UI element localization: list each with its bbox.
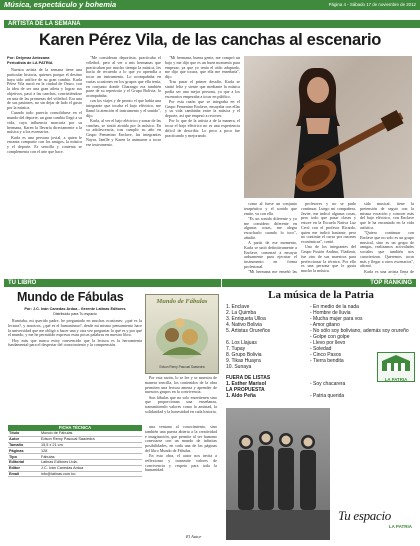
tech-value: info@latinas.com.bo <box>40 471 142 477</box>
ranking-artists <box>226 304 308 370</box>
artist-figure-icon <box>244 56 412 198</box>
book-paragraph: Son fábulas que no solo entretienen sino que proporcionan una enseñanza, transmitiendo valores como la amistad, la solidaridad y la honestidad en cada historia. <box>145 394 217 414</box>
ranking-song: - Hombre de lluvia <box>310 310 351 316</box>
feature-paragraph: Nuestra artista de la semana tiene una particular historia, quienes porque el destino haya sido artífice de su gran cambio. Karla Pérez Vila nació en la ciudad de Oruro, con la idea de ser una gran atleta y lograr sus objetivos, pasó a las canchas, convirtiéndose en una de las promesas del vóleibol. Era una de sus pasiones, no sin dejar de lado el gusto por la música. <box>7 68 82 110</box>
tech-key: Tamaño <box>8 442 40 448</box>
book-col-3 <box>145 425 217 535</box>
ranking-song: - Golpe con golpe <box>310 334 350 340</box>
tech-key: Editor <box>8 465 40 471</box>
feature-col-4 <box>244 202 297 275</box>
tech-sheet-title: FICHA TÉCNICA <box>8 425 142 431</box>
feature-paragraph: Por lo que de la artista a de la manera, el tocar el bajo eléctrico no es una experiencia difícil de describir. Lo poco a poco fue practicando y mejorando. <box>165 118 240 138</box>
feature-paragraph: profesores y no se pudo continuar. Luego mi compañera, Javier, me indicó algunas cosas, pero todo que pasar clases y estuve en la Escuela Nativa Luz Cecú con el profesor Ricardo, quien me indicó bastante, pero no continúe el curso por razones económicas", contó. <box>301 202 356 244</box>
book-cover <box>145 294 219 374</box>
author-signature: El Autor <box>186 534 202 539</box>
band-members-icon <box>226 408 330 540</box>
cover-author: Edson Remy Pascual Saavedra <box>159 365 205 369</box>
ranking-artist: 7. Tupay <box>226 346 246 352</box>
feature-paragraph: Tras pasar el primer desafío, Karla se sintió feliz y siente que mediante la música podía ser una mejor persona, ya que a los escenarios empezaba a tocar en público. <box>165 79 240 99</box>
feature-paragraph: Karla, al ver el bajo eléctrico y sonar de las canchas, se sintió atraída por la música. En su adolescencia, tras cumplir su año en Grupo Femenino Enclave, las integrantes Nayra, Janille y Karen la animaron a tocar ese instrumento. <box>86 117 161 147</box>
feature-paragraph: Karla es una persona jovial, a quien le encanta compartir con los amigos, la música y el deporte. Es sencilla y contenta se complementa con el arte que hace. <box>7 134 82 154</box>
ranking-song: - Mucha mujer para vos <box>310 316 363 322</box>
fable-animals-icon <box>152 309 212 361</box>
book-rights-line: Distribuido para Tu espacio <box>53 312 97 316</box>
band-photo <box>226 408 330 540</box>
feature-paragraph: "Es un sonido diferente y yo me considero diferente en algunas cosas, me alegra escucharlo cuando lo toco", añadió. <box>244 215 297 240</box>
section-title: Música, espectáculo y bohemia <box>4 0 117 9</box>
feature-headline: Karen Pérez Vila, de las canchas al escenario <box>38 31 382 49</box>
outside-artist: 1. Esther Marisol <box>226 381 267 387</box>
artist-photo <box>244 56 412 198</box>
outside-song: - Patria querida <box>310 393 345 399</box>
tech-key: Título <box>8 431 40 436</box>
tech-key: Email <box>8 471 40 477</box>
ranking-artist: 10. Sunaya <box>226 364 252 370</box>
cover-title: Mundo de Fábulas <box>156 298 208 305</box>
tech-value: 128 <box>40 448 142 454</box>
tech-key: Autor <box>8 436 40 442</box>
byline-author: Por: Delymar Antezana <box>7 55 50 60</box>
outside-artists <box>226 381 308 399</box>
book-paragraph: Rumiaba, mi querido padre, he preguntado en muchas ocasiones: ¿qué es la lectura?, y nosotros, ¿qué es el humanismo?, desde mi mismo pensamiento hace la universidad que me obligó a hacer una y otra vez preguntar lo qué es y por qué el mundo, y me he permitido expresar estas pocas palabras en nuestro libro. <box>8 319 142 338</box>
outside-title: FUERA DE LISTAS <box>226 375 271 381</box>
ranking-label: TOP RANKING <box>222 279 416 287</box>
tech-value: 15,5 x 21 cm <box>40 442 142 448</box>
ranking-artist: 2. La Quimba <box>226 310 257 316</box>
ranking-song: - Amor gitano <box>310 322 340 328</box>
feature-paragraph: "Quiero continuar con Enclave que no solo es un grupo musical, sino es un grupo de amigas, realizamos actividades sociales que también nos caracterizan. Queremos tocar más y llegar a otros escenarios", afirmó. <box>360 230 414 269</box>
feature-paragraph: con los viajes y de pronto ví que había una integrante que tocaba el bajo eléctrico, me llamó la atención el instrumento y el sonido", dijo. <box>86 98 161 118</box>
book-paragraph: Hoy más que nunca estoy convencido que la lectura es la herramienta fundamental para el despertar del conocimiento y la comprensión. <box>8 337 142 348</box>
feature-col-5 <box>301 202 356 275</box>
tech-value: J.C. Iván Canedas Ardua <box>40 465 142 471</box>
feature-col-3 <box>165 56 240 275</box>
feature-paragraph: como al fuese un conjunto terapéutico y el sonido que emite, va con ella. <box>244 202 297 216</box>
byline-outlet: Periodista de LA PATRIA <box>7 59 53 65</box>
tu-espacio-brand <box>338 508 418 538</box>
brand-sub: LA PATRIA <box>388 524 412 529</box>
ranking-artist: 5. Artistas Orureños <box>226 328 271 334</box>
feature-col-6 <box>360 202 414 275</box>
feature-byline <box>7 56 82 65</box>
building-icon <box>378 353 414 373</box>
feature-paragraph: Por esta razón que se integraba en el Grupo Femenino Enclave, ensayaba con ellas y su vida cambiaba entre la música y el deporte, así que empezó a recorrer. <box>165 98 240 118</box>
book-col-2 <box>145 376 217 423</box>
feature-paragraph: "Mi hermana, buena gente, me compró un bajo y me dijo que es un buen momento para empezar, ya que yo tenía el oído adaptado, me dijo que tocara, que ella me enseñaría", dijo. <box>165 56 240 79</box>
ranking-artist: 9. Tikas Huayra <box>226 358 261 364</box>
feature-col-2 <box>86 56 161 275</box>
ranking-song: - Llevo por llevo <box>310 340 346 346</box>
feature-col-1 <box>7 68 82 275</box>
ranking-artist: 6. Los Llajuas <box>226 340 257 346</box>
ranking-artist: 3. Enriqueta Ulloa <box>226 316 266 322</box>
ranking-artist: 1. Enclave <box>226 304 250 310</box>
book-paragraph: En esta obra, el autor nos invita a reflexionar y transmite valores de convivencia y respeto para toda la humanidad. <box>145 453 217 473</box>
feature-paragraph: Cuando todo parecía consolidarse en el mundo del deporte, un gran cambio llegó a su vida, cuya influencia marcaría por su hermana, Karen la llevaría directamente a la música y a los escenarios. <box>7 110 82 135</box>
tech-value: Edson Remy Pascual Saavedra <box>40 436 142 442</box>
book-title: Mundo de Fábulas <box>17 290 124 304</box>
ranking-artist: 8. Grupo Bolivia <box>226 352 262 358</box>
tech-key: Páginas <box>8 448 40 454</box>
feature-paragraph: "Me consideran deportista, practicaba el vóleibol, pero al ver a mis hermanas que practicaban por mucho tiempo la música, les hacía de recuerdo a lo que yo aprendía a tocar un instrumento. Lo acompañaba en varias ocasiones en los grupos que ella tenía, en conjunto donde Charango era también parte de su repertorio y el Grupo Bolivia, lo acompañaba. <box>86 56 161 98</box>
outside-song: - Soy chacarera <box>310 381 346 387</box>
tech-row <box>8 471 142 477</box>
tech-value: Fábulas <box>40 454 142 460</box>
ranking-song: - En medio de la nada <box>310 304 359 310</box>
ranking-song: - No sólo soy boliviano, además soy orureño <box>310 328 409 334</box>
book-label: TU LIBRO <box>4 279 221 287</box>
ranking-song: - Tierra bendita <box>310 358 344 364</box>
feature-paragraph: A partir de ese momento, Karla se unió definitivamente a Enclave, comenzó a ensayar arduamente para ejecutar el instrumento en forma profesional. <box>244 240 297 269</box>
ranking-song: - Soledad <box>310 346 332 352</box>
page-info: Página 4 - Sábado 17 de noviembre de 2012 <box>328 2 416 7</box>
book-paragraph: una ventana al conocimiento, sino también una puerta abierta a la creatividad e imaginación, que permite al ser humano conectarse con un mundo de infinitas posibilidades, en cada una de las páginas del libro Mundo de Fábulas. <box>145 425 217 453</box>
tech-key: Editorial <box>8 459 40 465</box>
la-patria-logo <box>377 352 415 382</box>
ranking-artist: 4. Nativo Bolivia <box>226 322 262 328</box>
feature-label: ARTISTA DE LA SEMANA <box>4 20 420 28</box>
tech-value: Latinas Editores Ltda. <box>40 459 142 465</box>
outside-artist: LA PROPUESTA <box>226 387 265 393</box>
feature-paragraph: Karla es una artista llena de <box>364 268 414 274</box>
tech-value: Mundo de Fábulas <box>40 431 142 436</box>
feature-paragraph: sida musical, tiene la pretensión de seguir con la misma vocación y conocer más del bajo eléctrico, con Enclave que le ha encantado en la vida artística. <box>360 202 414 230</box>
brand-name: Tu espacio <box>338 508 391 523</box>
feature-paragraph: Uno de los integrantes del Grupo Fusión Andina, Vladimir, fue otro de sus maestros para perfeccionar la técnica. Por ello es una persona que le gusta mucho la música. <box>301 244 356 273</box>
book-paragraph: Por esta razón, lo se lee y se muestra de manera sencilla, los contenidos de la obra permiten una lectura amena y aprender de nuestros grupos en la convivencia. <box>145 376 217 395</box>
logo-text: LA PATRIA <box>384 377 408 382</box>
feature-paragraph: "Mi hermana me enseñó las <box>248 269 297 274</box>
tech-key: Tipo <box>8 454 40 460</box>
outside-songs <box>310 381 414 399</box>
outside-artist: 1. Aldo Peña <box>226 393 256 399</box>
book-author-line: Por: J.C. Iván Canedas Ardua - Gerente Latinas Editores <box>24 307 126 311</box>
ranking-song: - Cinco Pasos <box>310 352 342 358</box>
tech-sheet-table <box>8 431 142 477</box>
ranking-title: La música de la Patria <box>268 289 374 301</box>
book-col-1 <box>8 319 142 423</box>
